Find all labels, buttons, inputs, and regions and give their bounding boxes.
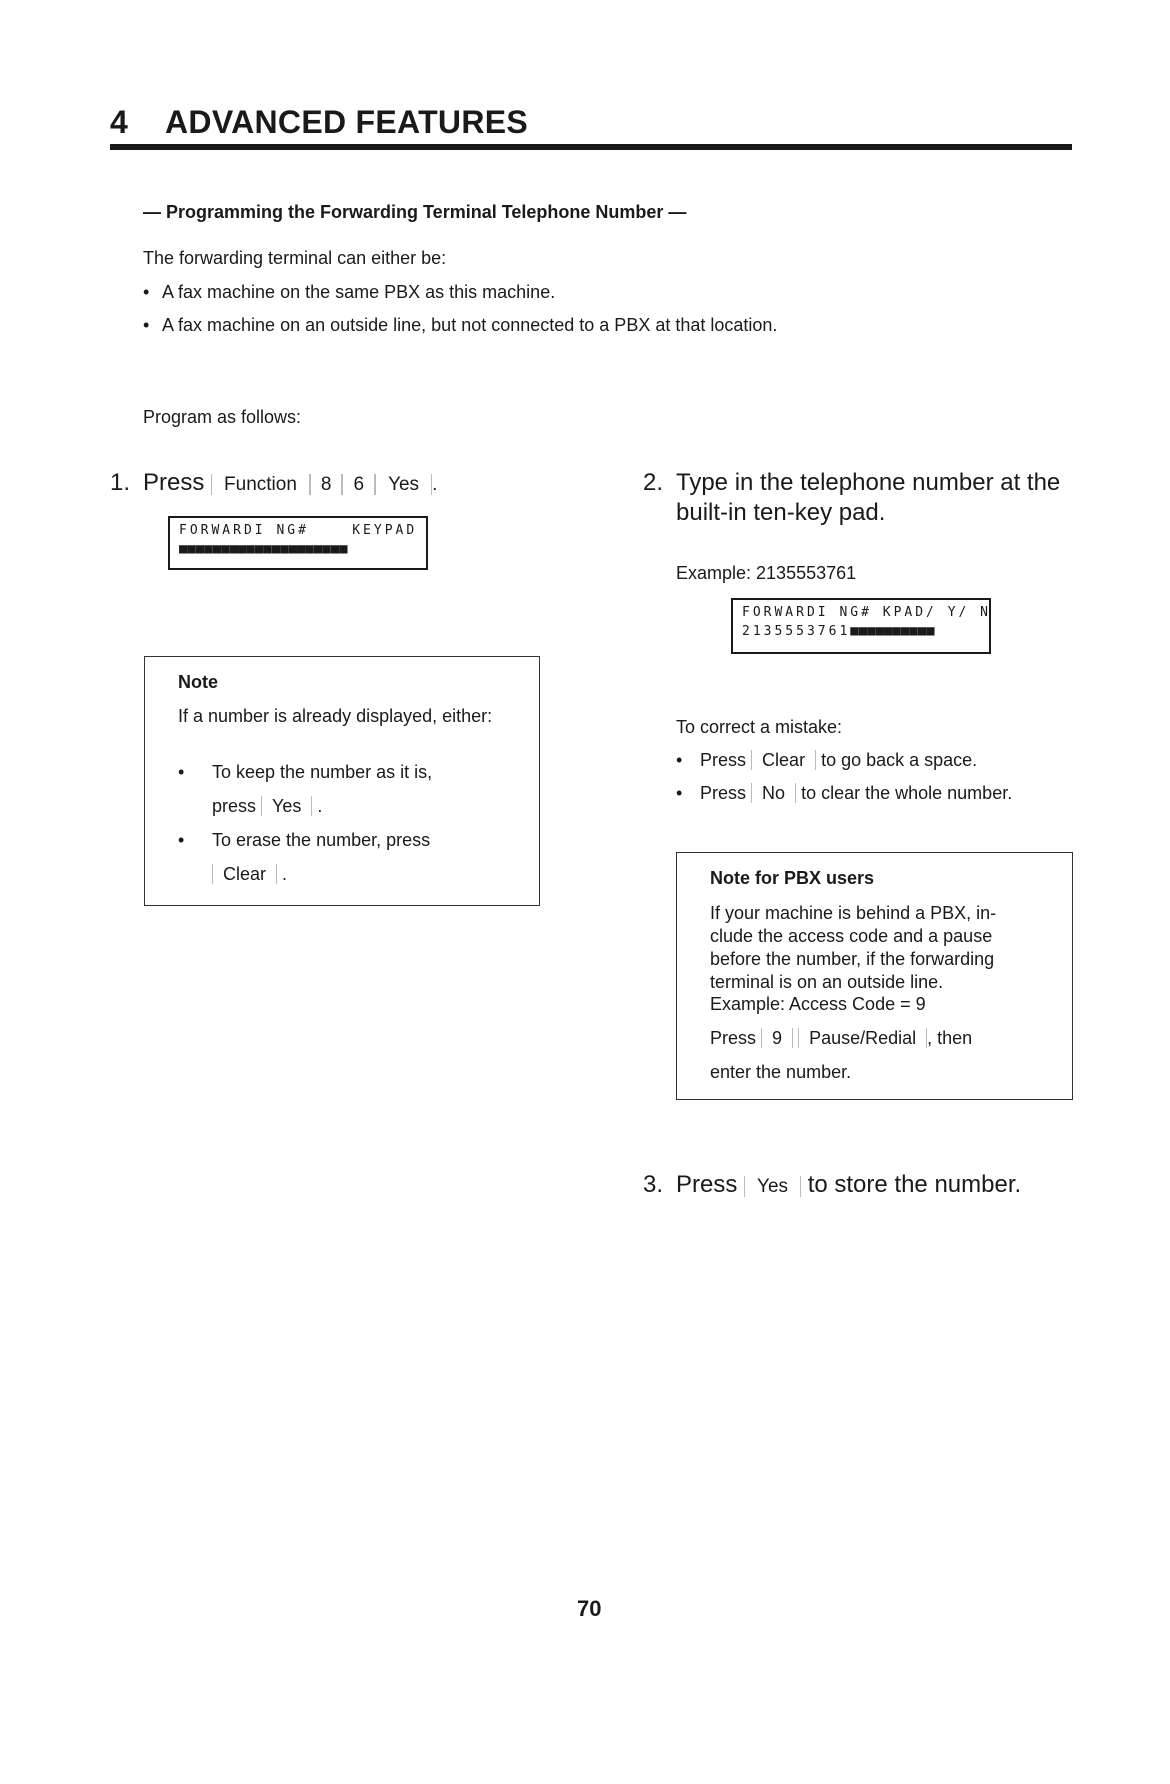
step-3-press: Press — [676, 1171, 738, 1198]
correct-bullet-2: • Press No to clear the whole number. — [676, 783, 1012, 804]
note-text: If a number is already displayed, either: — [178, 706, 493, 726]
step-3-number: 3. — [643, 1171, 664, 1198]
clear-key[interactable]: Clear — [751, 750, 816, 770]
pbx-line-1: If your machine is behind a PBX, in- — [710, 903, 997, 923]
note-title: Note — [178, 672, 218, 692]
lcd-blocks: ■■■■■■■■■■■■■■■■■■■■ — [179, 541, 348, 557]
function-key[interactable]: Function — [211, 474, 310, 495]
note-item-1-line-1: To keep the number as it is, — [212, 762, 433, 782]
yes-key[interactable]: Yes — [744, 1176, 801, 1197]
lcd-display-step1 — [168, 516, 428, 570]
pbx-note-title: Note for PBX users — [710, 868, 875, 888]
section-title: — Programming the Forwarding Terminal Telephone Number — — [143, 202, 687, 222]
step-2 — [643, 468, 1060, 498]
chapter-title: ADVANCED FEATURES — [165, 104, 529, 140]
key-6[interactable]: 6 — [342, 474, 375, 495]
step-2-line-1: Type in the telephone number at the — [676, 469, 1061, 496]
pbx-line-6: Press 9 Pause/Redial , then — [710, 1028, 973, 1048]
lcd-row-2 — [179, 540, 417, 559]
correct-bullet-1: • Press Clear to go back a space. — [676, 750, 977, 771]
page-number: 70 — [577, 1596, 602, 1621]
key-8[interactable]: 8 — [310, 474, 343, 495]
intro-bullet-1: • A fax machine on the same PBX as this machine. — [143, 282, 555, 303]
correct-title: To correct a mistake: — [676, 717, 843, 737]
note-item-1-line-2: press Yes . — [212, 796, 323, 816]
step-2-example: Example: 2135553761 — [676, 563, 857, 583]
step-3-text: to store the number. — [807, 1171, 1022, 1198]
note-bullet-2-dot: • — [178, 830, 185, 850]
no-key[interactable]: No — [751, 783, 796, 803]
step-1 — [110, 468, 437, 500]
note-clear-key[interactable]: Clear — [212, 864, 277, 884]
note-item-2-line-1: To erase the number, press — [212, 830, 431, 850]
step-2-number: 2. — [643, 469, 664, 496]
intro-bullet-2: • A fax machine on an outside line, but not connected to a PBX at that location. — [143, 315, 777, 336]
lcd-blocks: ■■■■■■■■■■ — [850, 623, 935, 639]
yes-key[interactable]: Yes — [375, 474, 432, 495]
pbx-line-3: before the number, if the forwarding — [710, 949, 995, 969]
pbx-note-box — [676, 852, 1073, 1100]
intro-lead: The forwarding terminal can either be: — [143, 248, 447, 268]
chapter-number: 4 — [110, 104, 129, 140]
lcd-digits: 2135553761 — [742, 624, 851, 639]
step-3 — [643, 1170, 1021, 1202]
program-as-follows: Program as follows: — [143, 407, 302, 427]
step-2-line-2: built-in ten-key pad. — [676, 499, 886, 526]
pbx-line-7: enter the number. — [710, 1062, 852, 1082]
pbx-line-2: clude the access code and a pause — [710, 926, 993, 946]
lcd-row-1: FORWARDI NG# KPAD/ Y/ N — [742, 605, 992, 620]
lcd-row-2 — [742, 622, 980, 641]
lcd-display-step2 — [731, 598, 991, 654]
note-bullet-1-dot: • — [178, 762, 185, 782]
pbx-line-5: Example: Access Code = 9 — [710, 994, 926, 1014]
note-item-2-line-2: Clear . — [212, 863, 287, 886]
step-1-number: 1. — [110, 469, 131, 496]
pause-redial-key[interactable]: Pause/Redial — [798, 1028, 927, 1048]
pbx-line-4: terminal is on an outside line. — [710, 972, 944, 992]
step-1-press: Press — [143, 469, 205, 496]
header-rule — [110, 144, 1072, 150]
chapter-heading — [110, 104, 528, 141]
lcd-row-1: FORWARDI NG# KEYPAD — [179, 523, 418, 538]
note-yes-key[interactable]: Yes — [261, 796, 312, 816]
key-9[interactable]: 9 — [761, 1028, 793, 1048]
note-box — [144, 656, 540, 906]
step-1-end: . — [432, 474, 438, 495]
